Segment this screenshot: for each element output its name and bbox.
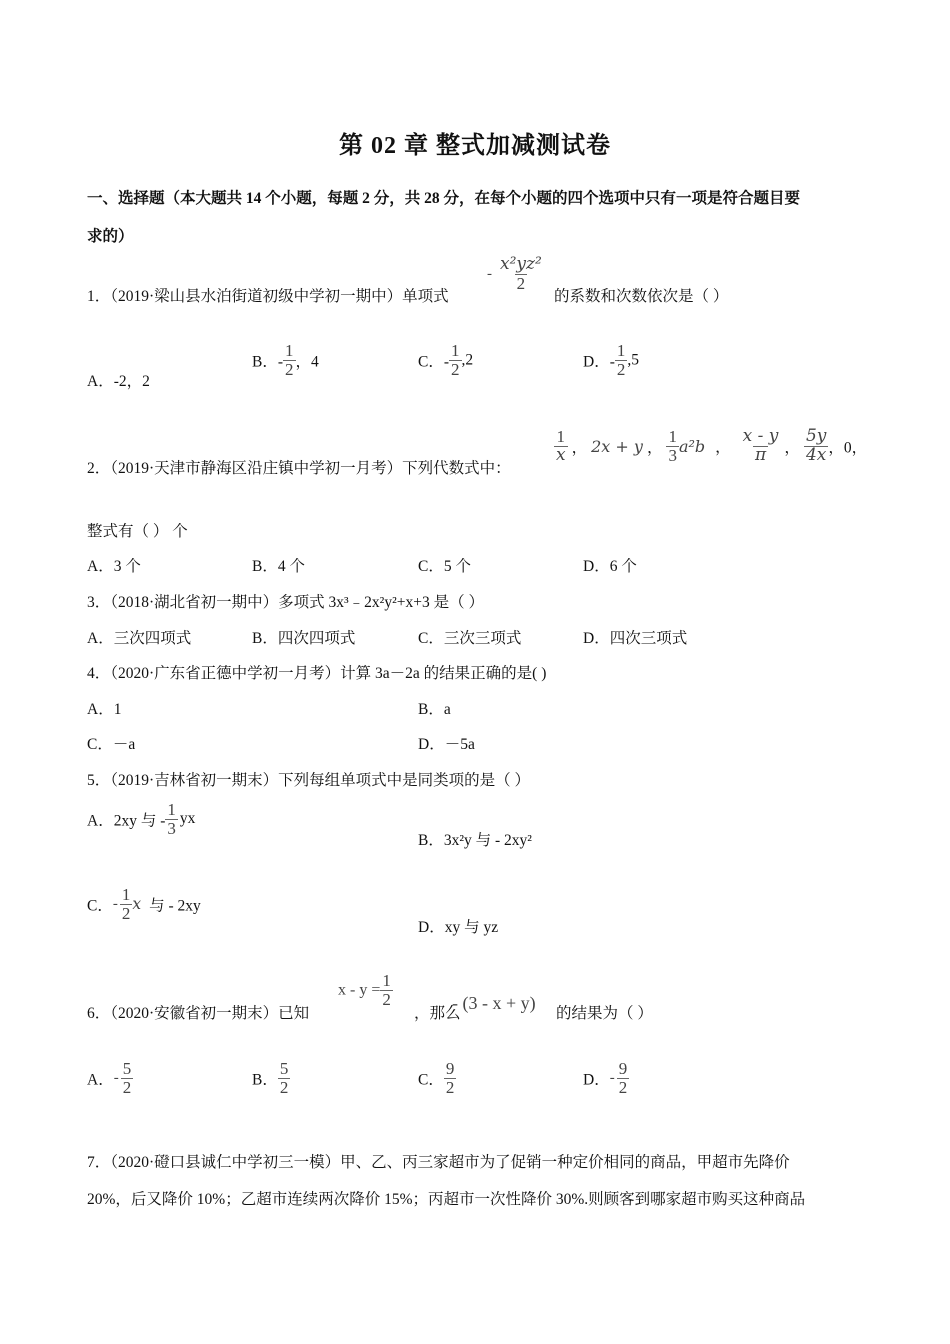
q1-option-a: A．-2，2 — [87, 373, 150, 390]
q2-stem-line2: 整式有（ ） 个 — [87, 523, 188, 540]
section-heading-line2: 求的） — [87, 228, 134, 245]
q1-stem-tail: 的系数和次数依次是（ ） — [554, 288, 729, 305]
q4-option-b: B．a — [418, 701, 451, 718]
q4-option-d: D．－5a — [418, 736, 475, 753]
q1-monomial: - $\frac{\text{x²yz²}}{2}$ — [487, 254, 542, 293]
q3-option-b: B．四次四项式 — [252, 630, 356, 647]
q2-stem: 2．（2019·天津市静海区沿庄镇中学初一月考）下列代数式中： — [87, 460, 511, 477]
q6-option-d: D．- $\frac{9}{2}$ — [583, 1059, 628, 1097]
q1-stem: 1．（2019·梁山县水泊街道初级中学初一期中）单项式 — [87, 288, 449, 305]
q4-stem: 4．（2020·广东省正德中学初一月考）计算 3a－2a 的结果正确的是( ) — [87, 665, 547, 682]
q5-stem: 5．（2019·吉林省初一期末）下列每组单项式中是同类项的是（ ） — [87, 772, 531, 789]
q4-option-c: C．－a — [87, 736, 136, 753]
q3-option-d: D．四次三项式 — [583, 630, 688, 647]
q6-given-equation: x - y = $\frac{1}{2}$ — [338, 971, 391, 1009]
q1-fraction: $\frac{\text{x²yz²}}{2}$ — [500, 254, 542, 293]
q1-option-c: C．- $\frac{1}{2}$ ,2 — [418, 341, 474, 379]
q4-option-a: A．1 — [87, 701, 122, 718]
q3-option-a: A．三次四项式 — [87, 630, 192, 647]
q6-stem-mid: ，那么 — [414, 1005, 461, 1022]
q2-option-c: C．5 个 — [418, 558, 471, 575]
q5-option-c: C．- $\frac{1}{2}$ x 与 - 2xy — [87, 885, 201, 923]
q3-stem: 3．（2018·湖北省初一期中）多项式 3x³﹣2x²y²+x+3 是（ ） — [87, 594, 484, 611]
q5-option-a: A．2xy 与 - $\frac{1}{3}$ yx — [87, 800, 196, 838]
q2-option-b: B．4 个 — [252, 558, 305, 575]
q2-expression-list: $\frac{1}{x}$ ， 2x + y ， $\frac{1}{3}$ a²b ， $\frac{x - y}{\pi}$ ， $\frac{5y}{4x}$ ，0， — [556, 426, 868, 465]
q6-stem-tail: 的结果为（ ） — [556, 1005, 653, 1022]
q6-option-c: C． $\frac{9}{2}$ — [418, 1059, 455, 1097]
q1-option-d: D．- $\frac{1}{2}$ ,5 — [583, 341, 639, 379]
q6-option-a: A．- $\frac{5}{2}$ — [87, 1059, 132, 1097]
section-heading-line1: 一、选择题（本大题共 14 个小题，每题 2 分，共 28 分，在每个小题的四个选项中只有一项是符合题目要 — [87, 190, 801, 207]
q7-stem-line2: 20%，后又降价 10%；乙超市连续两次降价 15%；丙超市一次性降价 30%.则顾客到哪家超市购买这种商品 — [87, 1191, 806, 1208]
q3-option-c: C．三次三项式 — [418, 630, 522, 647]
q7-stem-line1: 7．（2020·磴口县诚仁中学初三一模）甲、乙、丙三家超市为了促销一种定价相同的商品，甲超市先降价 — [87, 1154, 790, 1171]
q6-option-b: B． $\frac{5}{2}$ — [252, 1059, 289, 1097]
q6-expression: - (3 - x + y) — [452, 993, 536, 1013]
q1-option-b: B．- $\frac{1}{2}$ ，4 — [252, 341, 319, 379]
q5-option-d: D．xy 与 yz — [418, 919, 499, 936]
q5-option-b: B．3x²y 与 - 2xy² — [418, 832, 532, 849]
page-title: 第 02 章 整式加减测试卷 — [339, 133, 611, 159]
q2-option-a: A．3 个 — [87, 558, 141, 575]
q6-stem: 6．（2020·安徽省初一期末）已知 — [87, 1005, 310, 1022]
q2-option-d: D．6 个 — [583, 558, 637, 575]
